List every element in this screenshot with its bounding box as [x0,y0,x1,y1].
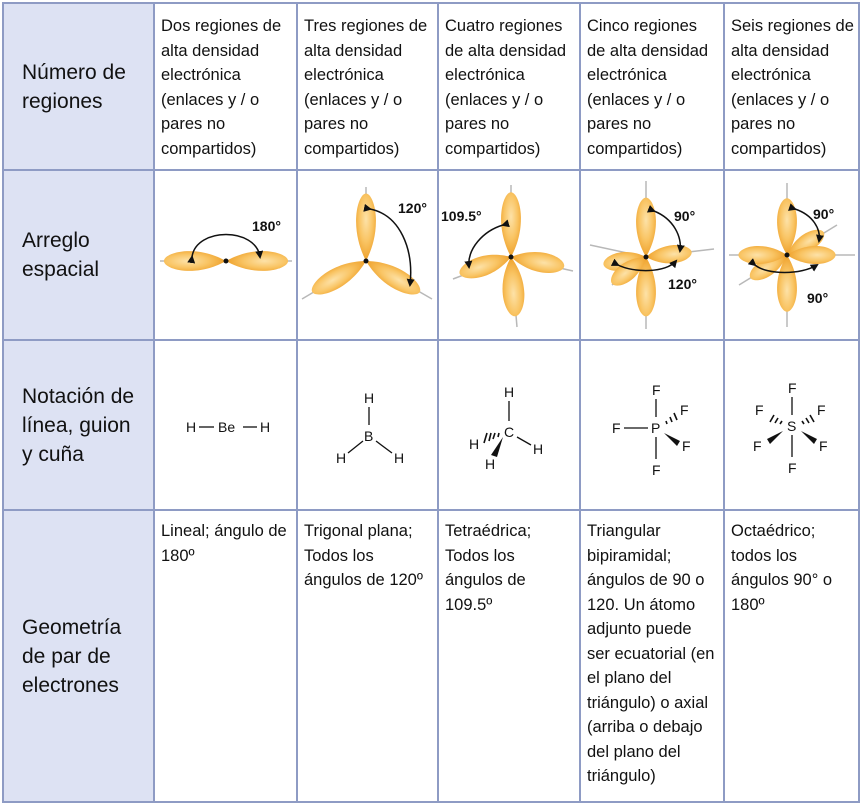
tetrahedral-orbital-figure [439,175,579,335]
row-header-arrangement: Arreglo espacial [3,170,154,340]
arrangement-linear [154,170,297,340]
central-atom-dot [364,259,369,264]
atom-f-front-right: F [819,438,828,454]
dashed-wedge-bond [666,413,677,424]
atom-b: B [364,428,374,444]
row-header-geometry: Geometría de par de electrones [3,510,154,802]
atom-f-bottom: F [788,460,797,476]
header-six-regions: Seis regiones de alta densidad electrónica (enlaces y / o pares no compartidos) [724,3,859,170]
notation-bh3 [297,340,438,510]
angle-label-90-bottom: 90° [807,290,829,306]
atom-c: C [504,424,515,440]
lobe-top [501,192,521,257]
angle-label-109: 109.5° [441,208,482,224]
angle-label-90-top: 90° [813,206,835,222]
row-geometry [3,510,859,802]
lobe-lower-left [307,252,371,300]
dashed-wedge-bond [484,433,499,443]
geometry-linear: Lineal; ángulo de 180º [154,510,297,802]
bond-line [376,441,392,453]
beh2-structure [156,345,296,505]
row-notation [3,340,859,510]
atom-f-bottom: F [652,462,661,478]
atom-f-back: F [680,402,689,418]
angle-label-90: 90° [674,208,696,224]
atom-p: P [651,420,661,436]
bh3-structure [298,345,438,505]
atom-s: S [787,418,797,434]
dashed-wedge-bond-left [770,415,782,424]
notation-sf6 [724,340,859,510]
bond-line [348,441,363,453]
atom-f-back-left: F [755,402,764,418]
lobe-axial-top [636,198,656,257]
solid-wedge-bond [491,437,503,457]
atom-h-top: H [504,384,515,400]
geometry-octahedral: Octaédrico; todos los ángulos 90° o 180º [724,510,859,802]
sf6-structure [725,345,859,505]
notation-beh2 [154,340,297,510]
atom-h-right: H [533,441,544,457]
row-header-regions: Número de regiones [3,3,154,170]
arrangement-octahedral [724,170,859,340]
atom-h-left: H [469,436,480,452]
vsepr-table [2,2,860,803]
atom-f-front: F [682,438,691,454]
atom-h: H [259,419,270,435]
header-four-regions: Cuatro regiones de alta densidad electrónica (enlaces y / o pares no compartidos) [438,3,580,170]
row-header-notation: Notación de línea, guion y cuña [3,340,154,510]
octahedral-orbital-figure [725,175,859,335]
atom-f-left: F [612,420,621,436]
linear-orbital-figure [156,175,296,335]
arrangement-trigonal [297,170,438,340]
header-three-regions: Tres regiones de alta densidad electrónica (enlaces y / o pares no compartidos) [297,3,438,170]
lobe-left [163,251,225,271]
atom-h-right: H [394,450,405,466]
angle-label-120: 120° [668,276,697,292]
central-atom-dot [509,255,514,260]
atom-h-top: H [364,390,375,406]
notation-ch4 [438,340,580,510]
atom-h-front: H [485,456,496,472]
dashed-wedge-bond-right [802,415,814,424]
header-five-regions: Cinco regiones de alta densidad electrónica (enlaces y / o pares no compartidos) [580,3,724,170]
central-atom-dot [785,253,790,258]
atom-be: Be [217,419,235,435]
geometry-tetrahedral: Tetraédrica; Todos los ángulos de 109.5º [438,510,580,802]
ch4-structure [439,345,579,505]
geometry-trigonal: Trigonal plana; Todos los ángulos de 120º [297,510,438,802]
bond-line [517,437,531,445]
atom-f-back-right: F [817,402,826,418]
angle-label-120: 120° [398,200,427,216]
notation-pf5 [580,340,724,510]
central-atom-dot [223,259,228,264]
row-arrangement [3,170,859,340]
trigonal-orbital-figure [298,175,438,335]
lobe-top [356,194,376,262]
arrangement-tetrahedral [438,170,580,340]
row-regions [3,3,859,170]
solid-wedge-bond-right [801,431,817,444]
geometry-bipyramidal: Triangular bipiramidal; ángulos de 90 o 120. Un átomo adjunto puede ser ecuatorial (en el plano del triángulo) o axial (arriba o debajo del plano del triángulo) [580,510,724,802]
central-atom-dot [644,255,649,260]
atom-h: H [185,419,196,435]
atom-f-front-left: F [753,438,762,454]
solid-wedge-bond-left [767,431,783,444]
atom-h-left: H [336,450,347,466]
bipyramidal-orbital-figure [582,175,722,335]
atom-f-top: F [788,380,797,396]
solid-wedge-bond [664,433,680,446]
lobe-lower-right [361,252,425,300]
lobe-bottom [500,256,526,317]
pf5-structure [582,345,722,505]
lobe-right [226,251,288,271]
lobe-equatorial-right [645,243,693,266]
header-two-regions: Dos regiones de alta densidad electrónica (enlaces y / o pares no compartidos) [154,3,297,170]
atom-f-top: F [652,382,661,398]
angle-label-180: 180° [251,218,281,234]
arrangement-trigonal-bipyramidal [580,170,724,340]
